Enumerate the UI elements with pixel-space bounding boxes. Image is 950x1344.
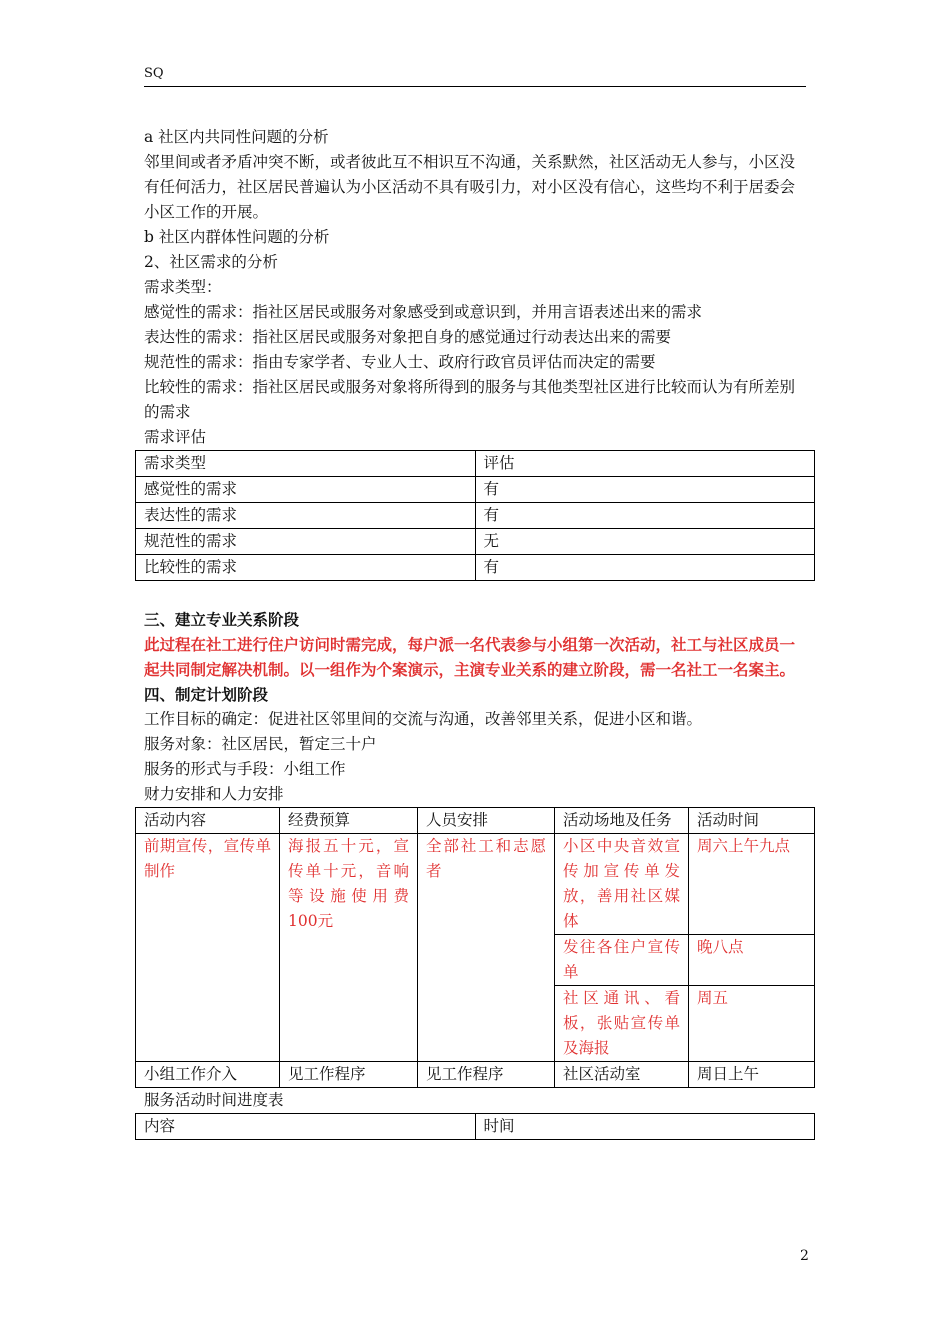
table-cell: 海报五十元，宣传单十元，音响等设施使用费100元 bbox=[280, 834, 418, 1062]
table-cell: 小组工作介入 bbox=[136, 1062, 280, 1088]
plan-line: 工作目标的确定：促进社区邻里间的交流与沟通，改善邻里关系，促进小区和谐。 bbox=[144, 710, 703, 728]
table-cell: 有 bbox=[475, 555, 815, 581]
plan-table bbox=[135, 807, 815, 1088]
table-cell: 周六上午九点 bbox=[689, 834, 815, 935]
table-caption: 财力安排和人力安排 bbox=[144, 785, 284, 803]
table-row bbox=[136, 1062, 815, 1088]
table-header-row bbox=[136, 808, 815, 834]
header-cell: 活动时间 bbox=[689, 808, 815, 834]
page-number: 2 bbox=[800, 1248, 809, 1264]
intro-line: a 社区内共同性问题的分析 bbox=[144, 128, 329, 146]
header-text: SQ bbox=[144, 66, 164, 81]
table-cell: 晚八点 bbox=[689, 935, 815, 986]
table-cell: 前期宣传，宣传单制作 bbox=[136, 834, 280, 1062]
section-body: 此过程在社工进行住户访问时需完成，每户派一名代表参与小组第一次活动，社工与社区成员一起共同制定解决机制。以一组作为个案演示，主演专业关系的建立阶段，需一名社工一名案主。 bbox=[144, 635, 796, 679]
table-cell: 感觉性的需求 bbox=[136, 477, 476, 503]
header-cell: 经费预算 bbox=[280, 808, 418, 834]
table-cell: 有 bbox=[475, 503, 815, 529]
header-cell: 需求类型 bbox=[136, 451, 476, 477]
table-cell: 社区活动室 bbox=[555, 1062, 689, 1088]
table-cell: 见工作程序 bbox=[280, 1062, 418, 1088]
table-cell: 见工作程序 bbox=[418, 1062, 555, 1088]
table-cell: 全部社工和志愿者 bbox=[418, 834, 555, 1062]
schedule-table bbox=[135, 1113, 815, 1140]
intro-line: 需求类型： bbox=[144, 278, 222, 296]
table-row bbox=[136, 834, 815, 935]
table-cell: 周日上午 bbox=[689, 1062, 815, 1088]
table-cell: 表达性的需求 bbox=[136, 503, 476, 529]
table-header-row bbox=[136, 1114, 815, 1140]
plan-line: 服务对象：社区居民，暂定三十户 bbox=[144, 735, 377, 753]
header-cell: 活动内容 bbox=[136, 808, 280, 834]
document-body bbox=[144, 125, 810, 1140]
intro-line: 邻里间或者矛盾冲突不断，或者彼此互不相识互不沟通，关系默然，社区活动无人参与，小区没有任何活力，社区居民普遍认为小区活动不具有吸引力，对小区没有信心，这些均不利于居委会小区工作的开展。 bbox=[144, 153, 796, 221]
plan-line: 服务的形式与手段：小组工作 bbox=[144, 760, 346, 778]
header-cell: 时间 bbox=[475, 1114, 815, 1140]
table-header-row bbox=[136, 451, 815, 477]
table-caption: 需求评估 bbox=[144, 428, 207, 446]
table-caption: 服务活动时间进度表 bbox=[144, 1091, 284, 1109]
page-header bbox=[144, 66, 806, 87]
section-title: 三、建立专业关系阶段 bbox=[144, 610, 300, 629]
intro-line: b 社区内群体性问题的分析 bbox=[144, 228, 330, 246]
table-cell: 发往各住户宣传单 bbox=[555, 935, 689, 986]
header-cell: 人员安排 bbox=[418, 808, 555, 834]
table-row bbox=[136, 477, 815, 503]
table-row bbox=[136, 503, 815, 529]
header-cell: 评估 bbox=[475, 451, 815, 477]
table-cell: 周五 bbox=[689, 986, 815, 1062]
table-row bbox=[136, 555, 815, 581]
intro-line: 感觉性的需求：指社区居民或服务对象感受到或意识到，并用言语表述出来的需求 bbox=[144, 303, 703, 321]
table-cell: 有 bbox=[475, 477, 815, 503]
table-cell: 比较性的需求 bbox=[136, 555, 476, 581]
intro-line: 规范性的需求：指由专家学者、专业人士、政府行政官员评估而决定的需要 bbox=[144, 353, 656, 371]
section-title: 四、制定计划阶段 bbox=[144, 685, 269, 704]
table-cell: 规范性的需求 bbox=[136, 529, 476, 555]
header-cell: 内容 bbox=[136, 1114, 476, 1140]
table-cell: 社区通讯、看板，张贴宣传单及海报 bbox=[555, 986, 689, 1062]
table-cell: 小区中央音效宣传加宣传单发放，善用社区媒体 bbox=[555, 834, 689, 935]
table-row bbox=[136, 529, 815, 555]
intro-line: 比较性的需求：指社区居民或服务对象将所得到的服务与其他类型社区进行比较而认为有所差别的需求 bbox=[144, 378, 796, 421]
intro-line: 表达性的需求：指社区居民或服务对象把自身的感觉通过行动表达出来的需要 bbox=[144, 328, 672, 346]
header-cell: 活动场地及任务 bbox=[555, 808, 689, 834]
intro-line: 2、社区需求的分析 bbox=[144, 253, 278, 271]
table-cell: 无 bbox=[475, 529, 815, 555]
needs-table bbox=[135, 450, 815, 581]
